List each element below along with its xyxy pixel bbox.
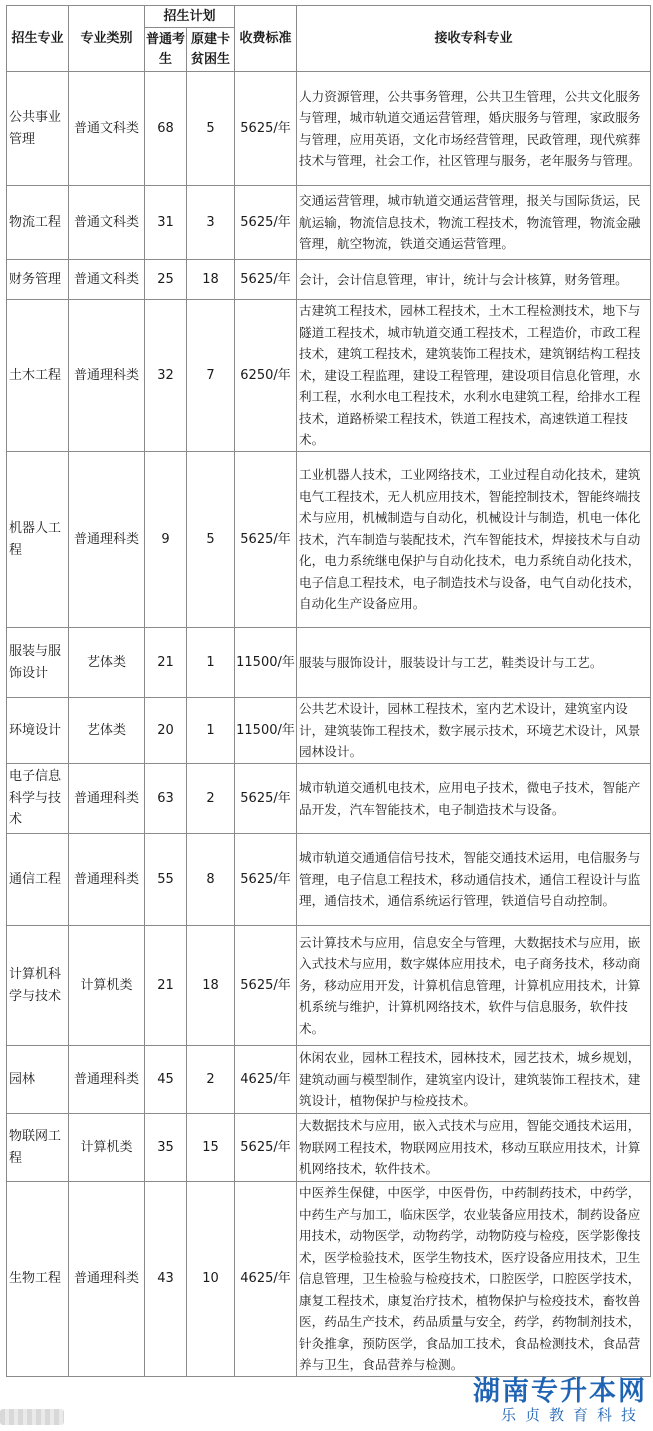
- cell-fee: 5625/年: [235, 260, 297, 300]
- table-row: [7, 1114, 651, 1182]
- cell-category: 普通理科类: [69, 834, 145, 926]
- cell-fee: 5625/年: [235, 1114, 297, 1182]
- table-row: [7, 300, 651, 452]
- cell-normal: 32: [145, 300, 187, 452]
- cell-category: 普通理科类: [69, 300, 145, 452]
- cell-major: 土木工程: [7, 300, 69, 452]
- cell-fee: 11500/年: [235, 698, 297, 764]
- cell-category: 普通理科类: [69, 1182, 145, 1377]
- cell-accept: 工业机器人技术，工业网络技术，工业过程自动化技术，建筑电气工程技术，无人机应用技术，智能控制技术，智能终端技术与应用，机械制造与自动化，机械设计与制造，机电一体化技术，汽车制造与装配技术，汽车智能技术，焊接技术与自动化，电力系统继电保护与自动化技术，电力系统自动化技术，电子信息工程技术，电子制造技术与设备，电气自动化技术，自动化生产设备应用。: [297, 452, 651, 628]
- cell-major: 园林: [7, 1046, 69, 1114]
- cell-accept: 交通运营管理，城市轨道交通运营管理，报关与国际货运，民航运输，物流信息技术，物流工程技术，物流管理，物流金融管理，航空物流，铁道交通运营管理。: [297, 186, 651, 260]
- cell-normal: 9: [145, 452, 187, 628]
- cell-category: 普通理科类: [69, 1046, 145, 1114]
- cell-major: 物流工程: [7, 186, 69, 260]
- cell-accept: 古建筑工程技术，园林工程技术，土木工程检测技术，地下与隧道工程技术，城市轨道交通工程技术，工程造价，市政工程技术，建筑工程技术，建筑装饰工程技术，建筑钢结构工程技术，建设工程监理，建设工程管理，建设项目信息化管理，水利工程，水利水电工程技术，水利水电建筑工程，给排水工程技术，道路桥梁工程技术，铁道工程技术，高速铁道工程技术。: [297, 300, 651, 452]
- cell-fee: 5625/年: [235, 186, 297, 260]
- cell-major: 环境设计: [7, 698, 69, 764]
- cell-poor: 1: [187, 628, 235, 698]
- header-poor: 原建卡贫困生: [187, 28, 235, 72]
- cell-normal: 31: [145, 186, 187, 260]
- table-row: [7, 1046, 651, 1114]
- cell-major: 公共事业管理: [7, 72, 69, 186]
- cell-poor: 2: [187, 1046, 235, 1114]
- cell-accept: 公共艺术设计，园林工程技术，室内艺术设计，建筑室内设计，建筑装饰工程技术，数字展示技术，环境艺术设计，风景园林设计。: [297, 698, 651, 764]
- watermark-brand: 湖南专升本网: [473, 1376, 647, 1407]
- cell-major: 计算机科学与技术: [7, 926, 69, 1046]
- watermark-tagline: 乐贞教育科技: [500, 1406, 645, 1424]
- cell-normal: 68: [145, 72, 187, 186]
- cell-poor: 3: [187, 186, 235, 260]
- cell-fee: 11500/年: [235, 628, 297, 698]
- cell-accept: 会计，会计信息管理，审计，统计与会计核算，财务管理。: [297, 260, 651, 300]
- cell-fee: 5625/年: [235, 452, 297, 628]
- header-category: 专业类别: [69, 6, 145, 72]
- cell-fee: 5625/年: [235, 72, 297, 186]
- cell-poor: 10: [187, 1182, 235, 1377]
- cell-poor: 7: [187, 300, 235, 452]
- cell-major: 通信工程: [7, 834, 69, 926]
- header-fee: 收费标准: [235, 6, 297, 72]
- cell-category: 普通理科类: [69, 764, 145, 834]
- cell-accept: 城市轨道交通通信信号技术，智能交通技术运用，电信服务与管理，电子信息工程技术，移动通信技术，通信工程设计与监理，通信技术，通信系统运行管理，铁道信号自动控制。: [297, 834, 651, 926]
- cell-poor: 2: [187, 764, 235, 834]
- site-watermark: [447, 1369, 647, 1427]
- cell-poor: 1: [187, 698, 235, 764]
- table-row: [7, 698, 651, 764]
- cell-major: 电子信息科学与技术: [7, 764, 69, 834]
- cell-fee: 4625/年: [235, 1182, 297, 1377]
- cell-normal: 25: [145, 260, 187, 300]
- cell-category: 普通文科类: [69, 186, 145, 260]
- table-row: [7, 1182, 651, 1377]
- cell-accept: 云计算技术与应用，信息安全与管理，大数据技术与应用，嵌入式技术与应用，数字媒体应用技术，电子商务技术，移动商务，移动应用开发，计算机信息管理，计算机应用技术，计算机系统与维护，计算机网络技术，软件与信息服务，软件技术。: [297, 926, 651, 1046]
- cell-fee: 5625/年: [235, 834, 297, 926]
- cell-category: 普通文科类: [69, 260, 145, 300]
- cell-fee: 5625/年: [235, 926, 297, 1046]
- cell-fee: 5625/年: [235, 764, 297, 834]
- cell-major: 服装与服饰设计: [7, 628, 69, 698]
- cell-category: 普通文科类: [69, 72, 145, 186]
- cell-poor: 5: [187, 452, 235, 628]
- cell-fee: 4625/年: [235, 1046, 297, 1114]
- cell-accept: 人力资源管理，公共事务管理，公共卫生管理，公共文化服务与管理，城市轨道交通运营管理，婚庆服务与管理，家政服务与管理，应用英语，文化市场经营管理，民政管理，现代殡葬技术与管理，社会工作，社区管理与服务，老年服务与管理。: [297, 72, 651, 186]
- table-row: [7, 628, 651, 698]
- cell-poor: 18: [187, 260, 235, 300]
- cell-accept: 中医养生保健，中医学，中医骨伤，中药制药技术，中药学，中药生产与加工，临床医学，农业装备应用技术，制药设备应用技术，动物医学，动物药学，动物防疫与检疫，医学影像技术，医学检验技术，医学生物技术，医疗设备应用技术，卫生信息管理，卫生检验与检疫技术，口腔医学，口腔医学技术，康复工程技术，康复治疗技术，植物保护与检疫技术，畜牧兽医，药品生产技术，药品质量与安全，药学，药物制剂技术，针灸推拿，预防医学，食品加工技术，食品检测技术，食品营养与卫生，食品营养与检测。: [297, 1182, 651, 1377]
- admission-table: [6, 5, 651, 1377]
- cell-normal: 20: [145, 698, 187, 764]
- cell-accept: 大数据技术与应用，嵌入式技术与应用，智能交通技术运用，物联网工程技术，物联网应用技术，移动互联应用技术，计算机网络技术，软件技术。: [297, 1114, 651, 1182]
- cell-normal: 43: [145, 1182, 187, 1377]
- blurred-logo: [0, 1409, 64, 1425]
- table-row: [7, 260, 651, 300]
- cell-major: 生物工程: [7, 1182, 69, 1377]
- table-row: [7, 72, 651, 186]
- table-row: [7, 764, 651, 834]
- header-normal: 普通考生: [145, 28, 187, 72]
- cell-normal: 35: [145, 1114, 187, 1182]
- cell-poor: 18: [187, 926, 235, 1046]
- cell-major: 财务管理: [7, 260, 69, 300]
- cell-accept: 服装与服饰设计，服装设计与工艺，鞋类设计与工艺。: [297, 628, 651, 698]
- cell-normal: 45: [145, 1046, 187, 1114]
- table-row: [7, 186, 651, 260]
- cell-accept: 休闲农业，园林工程技术，园林技术，园艺技术，城乡规划，建筑动画与模型制作，建筑室内设计，建筑装饰工程技术，建筑设计，植物保护与检疫技术。: [297, 1046, 651, 1114]
- cell-category: 计算机类: [69, 1114, 145, 1182]
- cell-normal: 21: [145, 926, 187, 1046]
- cell-category: 计算机类: [69, 926, 145, 1046]
- cell-major: 物联网工程: [7, 1114, 69, 1182]
- cell-category: 艺体类: [69, 698, 145, 764]
- cell-fee: 6250/年: [235, 300, 297, 452]
- cell-normal: 21: [145, 628, 187, 698]
- cell-major: 机器人工程: [7, 452, 69, 628]
- cell-normal: 55: [145, 834, 187, 926]
- cell-poor: 5: [187, 72, 235, 186]
- table-row: [7, 452, 651, 628]
- cell-accept: 城市轨道交通机电技术，应用电子技术，微电子技术，智能产品开发，汽车智能技术，电子制造技术与设备。: [297, 764, 651, 834]
- header-plan: 招生计划: [145, 6, 235, 28]
- cell-category: 艺体类: [69, 628, 145, 698]
- cell-poor: 15: [187, 1114, 235, 1182]
- cell-normal: 63: [145, 764, 187, 834]
- table-row: [7, 834, 651, 926]
- table-row: [7, 926, 651, 1046]
- header-major: 招生专业: [7, 6, 69, 72]
- header-accept: 接收专科专业: [297, 6, 651, 72]
- cell-poor: 8: [187, 834, 235, 926]
- cell-category: 普通理科类: [69, 452, 145, 628]
